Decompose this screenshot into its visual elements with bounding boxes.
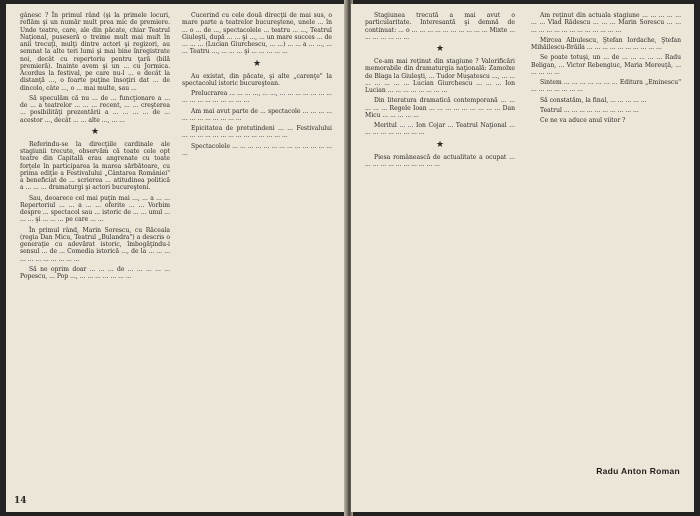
paragraph: Prelucrarea ... ... ... ..., ... ..., ... ... ... ... ... ... ... ... ... ... ... ... ... ... ... ... bbox=[182, 90, 332, 105]
right-column-2 bbox=[531, 12, 681, 127]
paragraph: Sau, deoarece cel mai puţin mai ..., ... a ... ... Repertoriul ... ... a ... ... oferite ... ... Vorbim despre ... spectacol sau ... istoric de ... ... unul ... ... ... şi ... ... ... pe care ... ... bbox=[20, 194, 170, 224]
paragraph: Referindu-se la direcţiile cardinale ale stagiunii trecute, observăm că toate cele opt teatre din Capitală erau angrenate cu toate forţele în participarea la marea sărbătoare, cu prima ediţie a Festivalului „Cântarea României" a beneficiat de ... scrierea ... atitudinea politică a ... ... ... dramaturgi şi actori bucureşteni. bbox=[20, 140, 170, 192]
section-star-icon: ★ bbox=[435, 44, 445, 54]
section-star-icon: ★ bbox=[435, 139, 445, 150]
left-column-1 bbox=[20, 12, 170, 283]
paragraph: Din literatura dramatică contemporană ... ... ... ... ... Regele Ioan ... ... ... ... ... ... ... ... ... Dan Micu ... ... ... ... ... bbox=[365, 97, 515, 119]
page-number: 14 bbox=[14, 496, 27, 506]
paragraph: Am mai avut parte de ... spectacole ... ... ... ... ... ... ... ... ... ... ... ... bbox=[182, 107, 332, 122]
section-star-icon: ★ bbox=[90, 126, 100, 137]
section-star-icon: ★ bbox=[252, 58, 262, 69]
left-page bbox=[6, 4, 346, 512]
paragraph: Am reţinut din actuala stagiune ... ... ... ... ... ... ... Vlad Rădescu ... ... ... Marin Sorescu ... ... ... ... ... ... ... ... ... ... ... ... ... ... bbox=[531, 12, 681, 34]
paragraph: Se poate totuşi, un ... de ... ... ... ... ... Radu Beligan, ... Victor Rebengiuc, Maria Mereuţă, ... ... ... ... ... bbox=[531, 54, 681, 76]
author-signature: Radu Anton Roman bbox=[596, 466, 680, 476]
right-page bbox=[351, 4, 694, 512]
paragraph: Cucerind cu cele două direcţii de mai sus, o mare parte a teatrelor bucureştene, unele ... în ... o ... de ..., spectacolele ... teatru ... ..., Teatrul Giuleşti, după ... ... şi ..., ... un mare succes ... de ... ... ... (Lucian Giurchescu, ... ...) ... ... a ... ..., ... ... Teatru ..., ... ... ... şi ... ... ... ... ... bbox=[182, 12, 332, 56]
paragraph: Epicitatea de pretutindeni ... ... Festivalului ... ... ... ... ... ... ... ... ... ... ... ... ... ... bbox=[182, 125, 332, 140]
paragraph: Spectacolele ... ... ... ... ... ... ... ... ... ... ... ... ... ... bbox=[182, 142, 332, 157]
paragraph: Meritul ... ... Ion Cojar ... Teatrul Naţional ... ... ... ... ... ... ... ... ... bbox=[365, 122, 515, 137]
paragraph: Teatrul ... ... ... ... ... ... ... ... ... ... bbox=[540, 106, 639, 114]
paragraph: În primul rând, Marin Sorescu, cu Răceala (regia Dan Micu, Teatrul „Bulandra") a descris o generaţie cu adevărat istoric, îmbogăţindu-i sensul ... de ... Comedia istorică ..., de la ... ... ... ... ... ... ... ... ... ... ... bbox=[20, 226, 170, 263]
paragraph: Ce ne va aduce anul viitor ? bbox=[540, 117, 626, 124]
paragraph: Ce-am mai reţinut din stagiune ? Valorificări memorabile din dramaturgia naţională: Zamolxe de Blaga la Giuleşti, ... Tudor Muşatescu ..., ... ... ... ... ... ... ... Lucian Giurchescu ... ... ... Ion Lucian ... ... ... ... ... ... ... ... bbox=[365, 58, 515, 94]
paragraph: gânesc ? În primul rând (şi la primele locuri, reflăm şi un număr mult prea mic de premiere. Unde teatre, care, ale din păcate, chiar Teatrul Naţional, puseseră o treime mult mai mult în anii trecuţi, mulţi dintre actori şi regizori, au semnat la alte teri lumi şi mai bine înregistrate noi, decât cu repertoriu pentru ţară (bilă premieră). Inainte avem şi un ... cu Jormica. Acordus la festival, pe care nu-l ... e decât la distanţă ..., o foarte puţine însoţiri dat ... de dincolo, câte ..., o ... mai multe, sau ... bbox=[20, 12, 170, 92]
paragraph: Să constatăm, la final, ... ... ... ... ... bbox=[540, 96, 647, 104]
paragraph: Mircea Albulescu, Ştefan Iordache, Ştefan Mihăilescu-Brăila ... ... ... ... ... ... ... ... ... ... bbox=[531, 36, 681, 51]
paragraph: Piesa românească de actualitate a ocupat ... ... ... ... ... ... ... ... ... ... ... bbox=[365, 153, 515, 168]
paragraph: Stagiunea trecută a mai avut o particularitate. Interesantă şi demnă de continuat: ... o ... ... ... ... ... ... ... ... ... ... Mixte ... ... ... ... ... ... ... bbox=[365, 12, 515, 41]
paragraph: Sintem ... ... ... ... ... ... ... Editura „Eminescu" ... ... ... ... ... ... ... bbox=[531, 79, 681, 94]
paragraph: Să speculăm că nu ... de ... funcţionare a ... de ... a teatrelor ... ... ... recent, ... ... creşterea ... posibilităţi prezentării a ... ... ... ... de ... acestor ..., decât ... ... alte ..., ... ... bbox=[20, 94, 170, 124]
left-column-2 bbox=[182, 12, 332, 160]
paragraph: Să ne oprim doar ... ... ... de ... ... ... ... ... Popescu, ... Pop ..., ... ... ... ... ... ... ... bbox=[20, 265, 170, 280]
paragraph: Au existat, din păcate, şi alte „carenţe" la spectacolul istoric bucureştean. bbox=[182, 72, 332, 87]
right-column-1 bbox=[365, 12, 515, 171]
